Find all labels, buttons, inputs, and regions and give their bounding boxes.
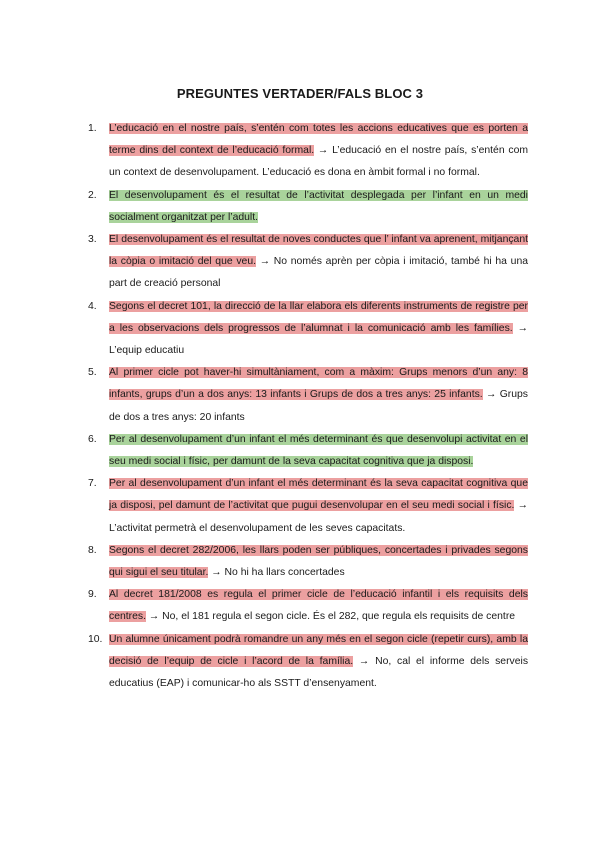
question-number: 5. bbox=[88, 367, 97, 379]
false-statement: El desenvolupament és el resultat de noves conductes que l’ infant va aprenent, mitjançant la còpia o imitació del que veu. bbox=[109, 234, 528, 268]
correction-text: → Grups de dos a tres anys: 20 infants bbox=[109, 389, 529, 423]
question-item bbox=[88, 296, 528, 363]
question-item bbox=[88, 229, 528, 296]
question-item bbox=[88, 362, 528, 429]
question-number: 1. bbox=[88, 123, 97, 134]
question-number: 8. bbox=[88, 544, 97, 556]
correction-text: → No, el 181 regula el segon cicle. És el 282, que regula els requisits de centre bbox=[148, 611, 516, 623]
question-number: 6. bbox=[88, 433, 97, 445]
question-number: 4. bbox=[88, 300, 97, 312]
question-item bbox=[88, 473, 528, 540]
question-item bbox=[88, 584, 528, 628]
question-list bbox=[88, 118, 528, 695]
false-statement: Segons el decret 282/2006, les llars poden ser públiques, concertades i privades segons qui sigui el seu titular. bbox=[109, 544, 528, 579]
correction-text: → L’activitat permetrà el desenvolupament de les seves capacitats. bbox=[109, 500, 528, 534]
false-statement: Per al desenvolupament d’un infant el més determinant és la seva capacitat cognitiva que ja disposi, pel damunt de l’activitat que pugui desenvolupar en el seu medi social i físic. bbox=[109, 478, 528, 512]
question-item bbox=[88, 429, 528, 473]
correction-text: → L’equip educatiu bbox=[109, 322, 528, 357]
correction-text: → No només aprèn per còpia i imitació, també hi ha una part de creació personal bbox=[109, 256, 529, 290]
false-statement: L’educació en el nostre país, s’entén com totes les accions educatives que es porten a terme dins del context de l’educació formal. bbox=[109, 123, 528, 157]
question-item bbox=[88, 185, 528, 229]
question-item bbox=[88, 540, 528, 584]
correction-text: → L’educació en el nostre país, s’entén com un context de desenvolupament. L’educació es dona en àmbit formal i no formal. bbox=[109, 145, 528, 179]
question-item bbox=[88, 629, 528, 696]
question-number: 3. bbox=[88, 234, 97, 246]
page-title: PREGUNTES VERTADER/FALS BLOC 3 bbox=[176, 86, 424, 101]
question-number: 2. bbox=[88, 189, 97, 201]
true-statement: Per al desenvolupament d’un infant el més determinant és que desenvolupi activitat en el seu medi social i físic, per damunt de la seva capacitat cognitiva que ja disposi. bbox=[109, 433, 528, 468]
correction-text: → No, cal el informe dels serveis educatius (EAP) i comunicar-ho als SSTT d’ensenyament. bbox=[109, 655, 529, 690]
false-statement: Al primer cicle pot haver-hi simultàniament, com a màxim: Grups menors d’un any: 8 infants, grups d’un a dos anys: 13 infants i Grups de dos a tres anys: 25 infants. bbox=[109, 367, 528, 401]
question-item bbox=[88, 118, 528, 185]
question-number: 9. bbox=[88, 589, 97, 601]
question-number: 10. bbox=[88, 633, 103, 645]
false-statement: Al decret 181/2008 es regula el primer cicle de l’educació infantil i els requisits dels centres. bbox=[109, 589, 528, 623]
true-statement: El desenvolupament és el resultat de l’activitat desplegada per l’infant en un medi socialment organitzat per l’adult. bbox=[109, 189, 528, 223]
correction-text: → No hi ha llars concertades bbox=[211, 567, 345, 579]
question-number: 7. bbox=[88, 478, 97, 490]
false-statement: Un alumne únicament podrà romandre un any més en el segon cicle (repetir curs), amb la decisió de l’equip de cicle i l’acord de la família. bbox=[109, 633, 528, 667]
false-statement: Segons el decret 101, la direcció de la llar elabora els diferents instruments de registre per a les observacions dels progressos de l’alumnat i la comunicació amb les famílies. bbox=[109, 300, 528, 334]
